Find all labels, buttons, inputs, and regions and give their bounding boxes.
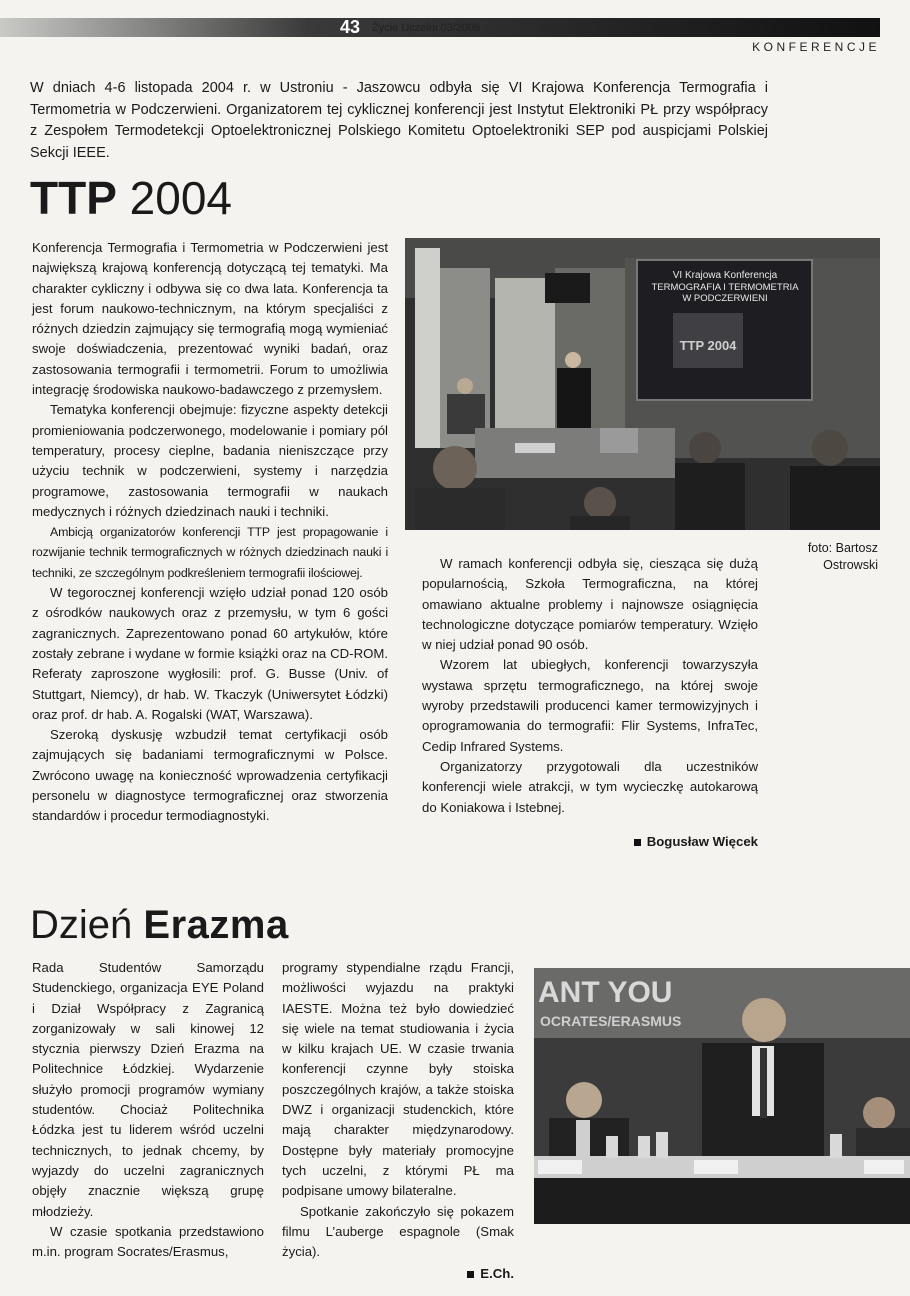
screen-line-3: W PODCZERWIENI xyxy=(682,293,768,304)
article-title-ttp xyxy=(30,172,232,224)
article1-author: Bogusław Więcek xyxy=(646,833,758,849)
square-bullet-icon xyxy=(634,839,641,846)
intro-paragraph: W dniach 4-6 listopada 2004 r. w Ustroniu - Jaszowcu odbyła się VI Krajowa Konferencja Termografia i Termometria w Podczerwieni. Organizatorem tej cyklicznej konferencji jest Instytut Elektroniki PŁ przy współpracy z Zespołem Termodetekcji Optoelektronicznej Polskiego Komitetu Optoelektroniki SEP pod auspicjami Polskiej Sekcji IEEE. xyxy=(30,80,768,161)
article-title-erazma xyxy=(30,902,289,948)
article2-column-left xyxy=(32,958,264,1262)
article1-column-right xyxy=(422,554,758,852)
photo-caption: foto: Bartosz Ostrowski xyxy=(807,541,878,572)
square-bullet-icon xyxy=(467,1271,474,1278)
article2-signature xyxy=(282,1264,514,1284)
article1-paragraph: Wzorem lat ubiegłych, konferencji towarzyszyła wystawa sprzętu termograficznego, na której swoje wyroby przedstawili producenci kamer termowizyjnych i oprogramowania do termografii: Flir Systems, InfraTec, Cedip Infrared Systems. xyxy=(422,657,758,754)
screen-line-2: TERMOGRAFIA I TERMOMETRIA xyxy=(651,282,799,293)
article2-paragraph-continued: programy stypendialne rządu Francji, możliwości wyjazdu na praktyki IAESTE. Można też było dowiedzieć się wiele na temat studiowania i życia w kilku krajach UE. W czasie trwania konferencji czynne były stoiska poszczególnych krajów, a także stoiska DWZ i organizacji studenckich, które mają charakter międzynarodowy. Dostępne były materiały promocyjne tych uczelni, z którymi PŁ ma podpisane umowy bilateralne. xyxy=(282,960,514,1199)
screen-line-1: VI Krajowa Konferencja xyxy=(672,270,778,281)
erasmus-day-photo xyxy=(534,968,910,1224)
article2-author: E.Ch. xyxy=(480,1266,514,1282)
erasmus-day-photo-image xyxy=(534,968,910,1224)
banner-text-1: ANT YOU xyxy=(538,976,673,1009)
article2-paragraph xyxy=(282,1202,514,1263)
article1-paragraph: W tegorocznej konferencji wzięło udział ponad 120 osób z ośrodków naukowych oraz z przemysłu, w tym 6 gości zagranicznych. Zaprezentowano ponad 60 artykułów, które zostały zebrane i wydane w formie książki oraz na CD-ROM. Referaty zaproszone wygłosili: prof. G. Busse (Univ. of Stuttgart, Niemcy), dr hab. W. Tkaczyk (Uniwersytet Łódzki) oraz prof. dr hab. A. Rogalski (WAT, Warszawa). xyxy=(32,585,388,722)
title-bold: Erazma xyxy=(143,903,289,947)
title-year: 2004 xyxy=(129,172,233,224)
film-sentence: Spotkanie zakończyło się pokazem filmu L’auberge espagnole (Smak życia). xyxy=(282,1203,514,1260)
screen-logo: TTP 2004 xyxy=(679,338,737,353)
article2-paragraph: W czasie spotkania przedstawiono m.in. program Socrates/Erasmus, xyxy=(32,1223,264,1260)
article1-paragraph: W ramach konferencji odbyła się, ciesząca się dużą popularnością, Szkoła Termograficzna, na której omawiano aktualne problemy i najnowsze osiągnięcia technologiczne dotyczące pomiarów temperatury. Wzięło w niej udział ponad 90 osób. xyxy=(422,556,758,653)
article1-paragraph: Ambicją organizatorów konferencji TTP jest propagowanie i rozwijanie technik termograficznych w różnych dziedzinach nauki i techniki, ze szczególnym podkreśleniem termografii ilościowej. xyxy=(32,525,388,580)
article2-paragraph: Rada Studentów Samorządu Studenckiego, organizacja EYE Poland i Dział Współpracy z Zagranicą zorganizowały w sali kinowej 12 stycznia pierwszy Dzień Erazma na Politechnice Łódzkiej. Wydarzenie służyło promocji programów wymiany studentów. Chociaż Politechnika Łódzka jest tu liderem wśród uczelni technicznych, to jednak chcemy, by wyjazdy do uczelni zagranicznych objęły znacznie większą grupę młodzieży. xyxy=(32,960,264,1219)
article1-paragraph: Szeroką dyskusję wzbudził temat certyfikacji osób zajmujących się badaniami termograficznymi w Polsce. Zwrócono uwagę na konieczność wprowadzenia certyfikacji personelu w diagnostyce termograficznej oraz stworzenia standardów i procedur termodiagnostyki. xyxy=(32,727,388,824)
article1-column-left xyxy=(32,238,388,827)
article1-signature xyxy=(422,832,758,852)
banner-text-2: OCRATES/ERASMUS xyxy=(540,1013,682,1029)
journal-title: Życie Uczelni 03/2005 xyxy=(372,22,481,34)
title-light: Dzień xyxy=(30,903,133,947)
article2-column-right xyxy=(282,958,514,1285)
section-label: KONFERENCJE xyxy=(752,40,880,54)
article1-paragraph: Tematyka konferencji obejmuje: fizyczne aspekty detekcji promieniowania podczerwonego, modelowanie i pomiary pól temperatury, procesy cieplne, badania nieniszczące przy użyciu technik w podczerwieni, systemy i narzędzia programowe, zastosowania termografii w naukach medycznych i różnych dziedzinach nauki i techniki. xyxy=(32,402,388,519)
article1-paragraph: Organizatorzy przygotowali dla uczestników konferencji wiele atrakcji, w tym wycieczkę autokarową do Koniakowa i Istebnej. xyxy=(422,758,758,815)
article1-paragraph: Konferencja Termografia i Termometria w Podczerwieni jest największą krajową konferencją dotyczącą tej tematyki. Ma charakter cykliczny i odbywa się co dwa lata. Konferencja ta jest forum naukowo-technicznym, na którym specjaliści z różnych dziedzin zajmujący się termografią mogą wymieniać swoje doświadczenia, prezentować wyniki badań, oraz zastosowania termografii i termometrii. Forum to umożliwia integrację środowiska naukowo-badawczego z przemysłem. xyxy=(32,240,388,398)
conference-photo-image xyxy=(405,238,880,530)
conference-photo xyxy=(405,238,880,530)
page-number: 43 xyxy=(340,17,361,37)
title-bold: TTP xyxy=(30,172,117,224)
